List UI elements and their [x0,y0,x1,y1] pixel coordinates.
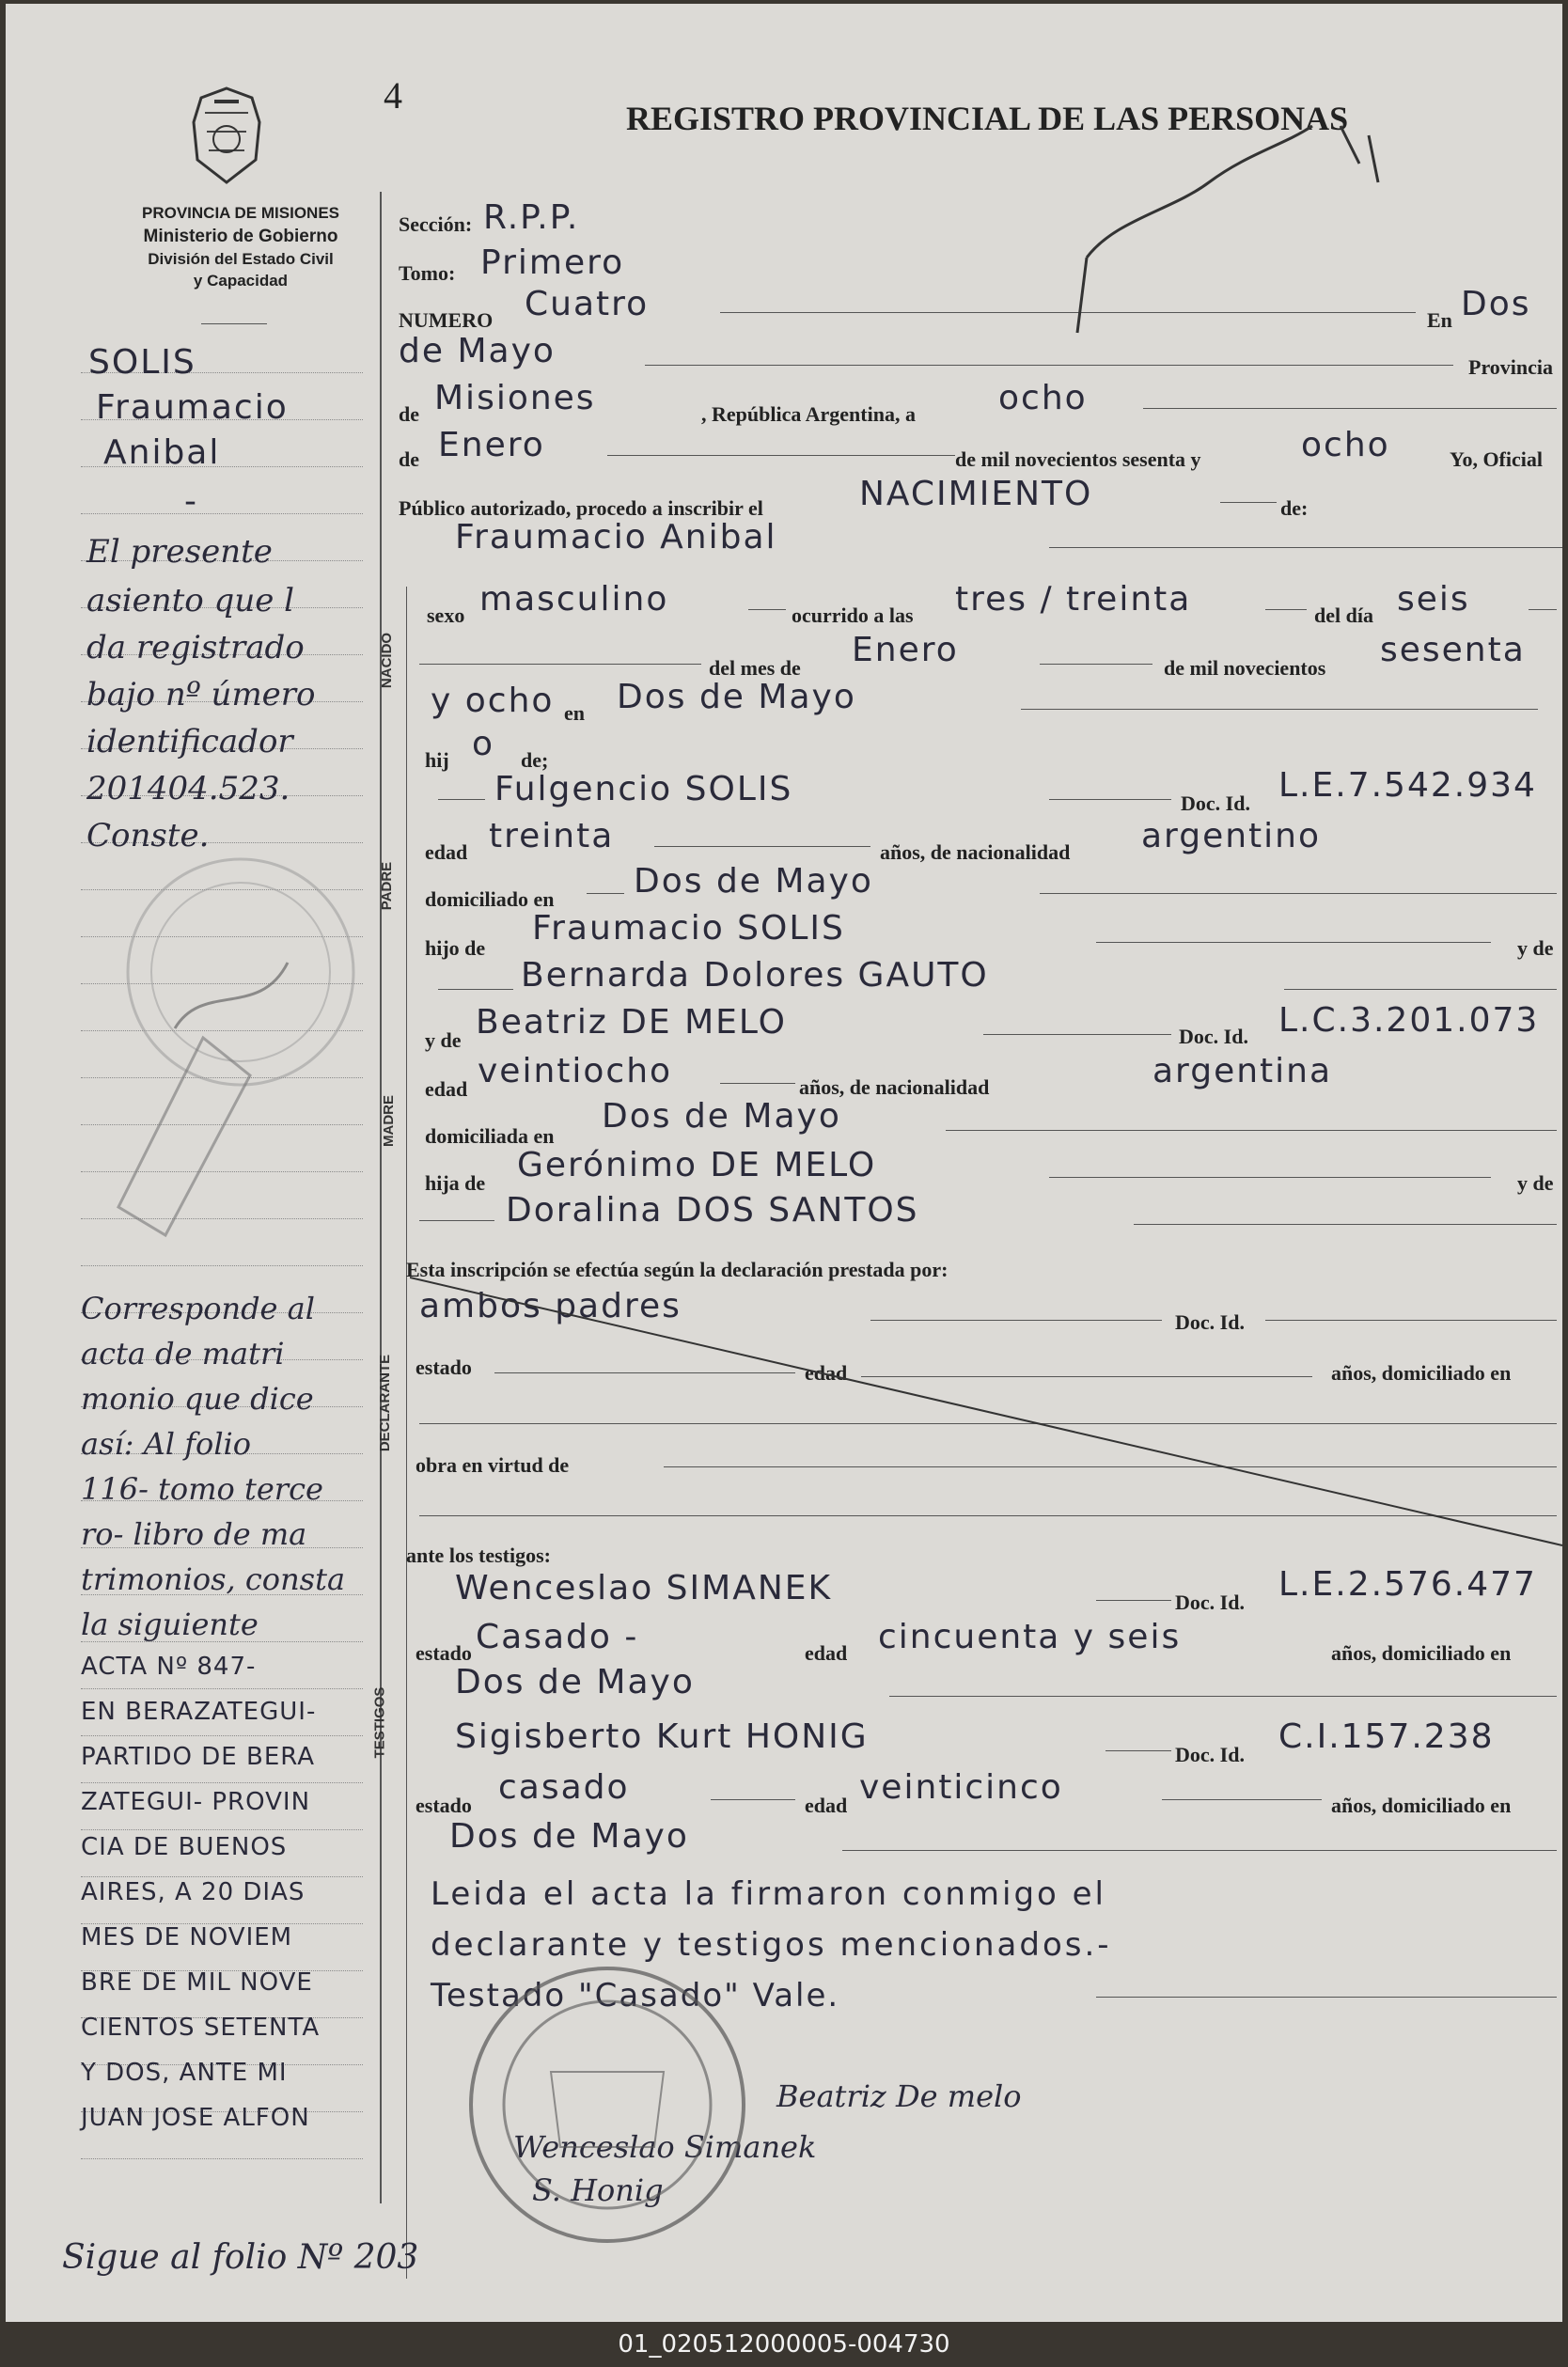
fill-rule-line [842,1850,1557,1851]
form-value-padre-edad: treinta [489,817,615,855]
form-value-t2-dom: Dos de Mayo [449,1817,689,1856]
header-divider [201,323,267,324]
form-label-numero: NUMERO [399,308,494,332]
margin-note2-line: ro- libro de ma [81,1516,307,1552]
margin-rule-line [81,1782,363,1783]
form-value-t1-estado: Casado - [476,1618,639,1656]
margin-rule-line [81,1876,363,1877]
margin-note2-line: EN BERAZATEGUI- [81,1698,317,1726]
form-value-anio-nac2: y ocho [431,682,555,720]
form-value-padre-dom: Dos de Mayo [634,862,873,901]
fill-rule-line [1284,989,1557,990]
margin-note-line: Conste. [86,817,210,854]
form-value-2: S. Honig [532,2172,664,2208]
margin-note2-line: PARTIDO DE BERA [81,1743,316,1771]
section-label-testigos: TESTIGOS [371,1686,388,1759]
margin-footer: Sigue al folio Nº 203 [62,2238,419,2277]
form-label-doc-id: Doc. Id. [1175,1591,1245,1614]
fill-rule-line [1143,408,1557,409]
margin-rule-line [81,2158,363,2159]
margin-rule-line [81,513,363,514]
fill-rule-line [438,989,513,990]
form-value-t1-doc: L.E.2.576.477 [1278,1565,1537,1604]
form-value-dia: seis [1397,580,1470,619]
form-value-hora: tres / treinta [955,580,1192,619]
margin-note2-line: JUAN JOSE ALFON [81,2104,310,2132]
form-label-doc-id: Doc. Id. [1181,792,1250,815]
form-value-mes-nac: Enero [852,631,959,669]
section-label-declarante: DECLARANTE [377,1354,394,1452]
form-label-y-de: y de [425,1028,462,1052]
form-label-edad: edad [425,1077,468,1101]
form-label-de: de [399,447,419,471]
form-label-de-mil: de mil novecientos sesenta y [955,447,1201,471]
form-value-hij-suffix: o [472,725,495,763]
fill-rule-line [1162,1799,1322,1800]
fill-rule-line [419,664,701,665]
form-value-declarante: ambos padres [419,1287,682,1325]
form-value-anio: ocho [1301,426,1390,464]
fill-rule-line [438,799,485,800]
fill-rule-line [889,1696,1557,1697]
fill-rule-line [607,455,955,456]
form-label-estado: estado [416,1794,472,1817]
form-label-del-dia: del día [1314,604,1373,627]
document-page [6,4,1562,2322]
province-line: Ministerio de Gobierno [143,226,338,246]
margin-note2-line: acta de matri [81,1336,285,1372]
form-label-domiciliado-en: domiciliado en [425,887,555,911]
form-label-seccion: Sección: [399,212,473,236]
fill-rule-line [1049,799,1171,800]
margin-note2-line: ZATEGUI- PROVIN [81,1788,311,1816]
fill-rule-line [1220,502,1277,503]
form-value-madre-padre: Gerónimo DE MELO [517,1146,877,1184]
page-number: 4 [384,74,402,117]
fill-rule-line [1021,709,1538,710]
form-label-domiciliada-en: domiciliada en [425,1124,555,1148]
form-value-t1-dom: Dos de Mayo [455,1663,695,1701]
margin-note2-line: así: Al folio [81,1426,252,1462]
section-bracket [406,587,407,2279]
form-label-estado: estado [416,1641,472,1665]
province-line: y Capacidad [193,271,289,290]
form-label-hij: hij [425,748,449,772]
form-label-edad-lower: edad [805,1794,848,1817]
fill-rule-line [1096,1600,1171,1601]
form-label-de-colon: de: [1280,496,1309,520]
fill-rule-line [1040,664,1152,665]
form-value-t2-edad: veinticinco [859,1768,1063,1807]
form-label-en: En [1427,308,1452,332]
margin-note2-line: AIRES, A 20 DIAS [81,1878,306,1906]
margin-surname: SOLIS [88,343,196,382]
form-value-numero: Cuatro [525,285,650,323]
margin-given-name: Fraumacio [96,388,289,427]
image-caption: 01_020512000005-004730 [618,2330,950,2359]
margin-note-line: El presente [86,533,273,571]
form-value-nombre: Fraumacio Anibal [455,518,777,556]
form-value-t2-estado: casado [498,1768,630,1807]
fill-rule-line [1105,1750,1171,1751]
margin-note-line: identificador [86,723,293,760]
form-label-anos-dom: años, domiciliado en [1331,1361,1512,1385]
form-value-mes: Enero [438,426,545,464]
form-value-en: Dos [1461,285,1531,323]
form-value-lugar: Dos de Mayo [617,678,856,716]
form-label-y-de: y de [1517,936,1554,960]
margin-note-line: 201404.523. [86,770,290,807]
form-value-madre-nombre: Beatriz DE MELO [476,1003,787,1042]
form-value-madre-madre: Doralina DOS SANTOS [506,1191,919,1230]
fill-rule-line [654,846,870,847]
form-value-madre-nac: argentina [1152,1052,1333,1090]
form-label-obra: obra en virtud de [416,1453,570,1477]
form-value-padre-madre: Bernarda Dolores GAUTO [521,956,989,995]
fill-rule-line [419,1220,494,1221]
form-value-1: Wenceslao Simanek [513,2129,817,2165]
form-value-tomo: Primero [480,243,625,282]
form-label-anos-dom: años, domiciliado en [1331,1641,1512,1665]
section-label-nacido: NACIDO [379,632,396,689]
margin-note2-line: Corresponde al [81,1291,315,1326]
margin-stamp-icon [62,793,372,1263]
form-value-t2-doc: C.I.157.238 [1278,1717,1495,1756]
fill-rule-line [946,1130,1557,1131]
official-stamp-icon [457,1959,758,2250]
form-value-padre-padre: Fraumacio SOLIS [532,909,845,948]
form-label-yo-oficial: Yo, Oficial [1450,447,1543,471]
form-label-hija-de: hija de [425,1171,486,1195]
margin-note2-line: CIA DE BUENOS [81,1833,288,1861]
form-value-t2-nombre: Sigisberto Kurt HONIG [455,1717,869,1756]
form-label-hijo-de: hijo de [425,936,486,960]
form-label-provincia: Provincia [1468,355,1554,379]
margin-separator [380,192,382,2203]
form-label-doc-id: Doc. Id. [1179,1025,1248,1048]
margin-note2-line: 116- tomo terce [81,1471,323,1507]
margin-rule-line [81,1735,363,1736]
margin-note-line: asiento que l [86,582,295,619]
form-label-del-mes: del mes de [709,656,801,680]
fill-rule-line [1265,609,1307,610]
margin-note2-line: monio que dice [81,1381,314,1417]
fill-rule-line [587,893,624,894]
page-title: REGISTRO PROVINCIAL DE LAS PERSONAS [626,100,1349,137]
margin-rule-line [81,1829,363,1830]
form-label-sexo: sexo [427,604,465,627]
form-label-y-de: y de [1517,1171,1554,1195]
form-value-provincia: Misiones [434,379,596,417]
fill-rule-line [748,609,786,610]
form-label-doc-id: Doc. Id. [1175,1743,1245,1766]
margin-note2-line: MES DE NOVIEM [81,1923,293,1952]
fill-rule-line [720,1083,795,1084]
margin-note-line: da registrado [86,629,305,666]
form-label-republica: , República Argentina, a [701,402,916,426]
annotation-scribble-icon [1058,107,1416,342]
form-label-de-semicolon: de; [521,748,549,772]
margin-rule-line [81,1688,363,1689]
form-label-de: de [399,402,419,426]
form-label-en-lower: en [564,701,585,725]
form-label-estado: estado [416,1356,472,1379]
form-value-madre-doc: L.C.3.201.073 [1278,1001,1540,1040]
margin-note2-line: BRE DE MIL NOVE [81,1968,313,1997]
form-value-en2: de Mayo [399,332,556,370]
form-value-padre-doc: L.E.7.542.934 [1278,766,1537,805]
fill-rule-line [1096,1997,1557,1998]
form-label-publico: Público autorizado, procedo a inscribir el [399,496,763,520]
form-value-2: Testado "Casado" Vale. [431,1977,840,2014]
form-label-edad-lower: edad [805,1641,848,1665]
fill-rule-line [1049,547,1562,548]
form-label-anos-nac: años, de nacionalidad [880,840,1071,864]
province-line: División del Estado Civil [148,249,334,268]
form-value-1: declarante y testigos mencionados.- [431,1926,1112,1964]
form-value-sexo: masculino [479,580,669,619]
form-value-t1-nombre: Wenceslao SIMANEK [455,1569,833,1607]
form-label-doc-id: Doc. Id. [1175,1310,1245,1334]
margin-note2-line: ACTA Nº 847- [81,1653,257,1681]
fill-rule-line [1049,1177,1491,1178]
form-label-tomo: Tomo: [399,261,456,285]
form-value-madre-dom: Dos de Mayo [602,1097,841,1136]
section-label-madre: MADRE [381,1095,397,1147]
form-label-anos-dom: años, domiciliado en [1331,1794,1512,1817]
form-label-anos-nac: años, de nacionalidad [799,1075,990,1099]
margin-note2-line: trimonios, consta [81,1561,346,1597]
cancel-strike-line [410,1273,1562,1555]
form-value-madre-edad: veintiocho [478,1052,673,1090]
margin-rule-line [81,1265,363,1266]
province-line: PROVINCIA DE MISIONES [141,204,339,222]
form-label-testigos: ante los testigos: [406,1544,551,1567]
margin-note2-line: Y DOS, ANTE MI [81,2059,288,2087]
form-value-0: Beatriz De melo [776,2078,1022,2114]
form-value-acto: NACIMIENTO [859,475,1093,513]
fill-rule-line [983,1034,1171,1035]
fill-rule-line [1134,1224,1557,1225]
margin-note2-line: CIENTOS SETENTA [81,2014,321,2042]
fill-rule-line [645,365,1453,366]
margin-dash: - [184,482,198,521]
form-value-anio-nac: sesenta [1380,631,1526,669]
province-header [100,203,382,291]
fill-rule-line [711,1799,795,1800]
margin-given-name-2: Anibal [103,433,221,472]
fill-rule-line [1529,609,1557,610]
form-value-t1-edad: cincuenta y seis [878,1618,1182,1656]
fill-rule-line [1040,893,1557,894]
margin-note-line: bajo nº úmero [86,676,316,713]
margin-note2-line: la siguiente [81,1607,259,1642]
form-value-seccion: R.P.P. [483,198,580,237]
form-label-declaracion: Esta inscripción se efectúa según la declaración prestada por: [406,1258,949,1281]
form-label-de-mil-nov: de mil novecientos [1164,656,1326,680]
form-value-0: Leida el acta la firmaron conmigo el [431,1875,1107,1913]
section-label-padre: PADRE [379,861,396,911]
form-label-edad: edad [425,840,468,864]
fill-rule-line [1096,942,1491,943]
form-value-padre-nombre: Fulgencio SOLIS [494,770,793,808]
form-label-edad-lower: edad [805,1361,848,1385]
form-value-padre-nac: argentino [1141,817,1322,855]
provincial-seal-icon [186,85,267,188]
form-value-dia-letras: ocho [998,379,1088,417]
form-label-ocurrido: ocurrido a las [792,604,914,627]
